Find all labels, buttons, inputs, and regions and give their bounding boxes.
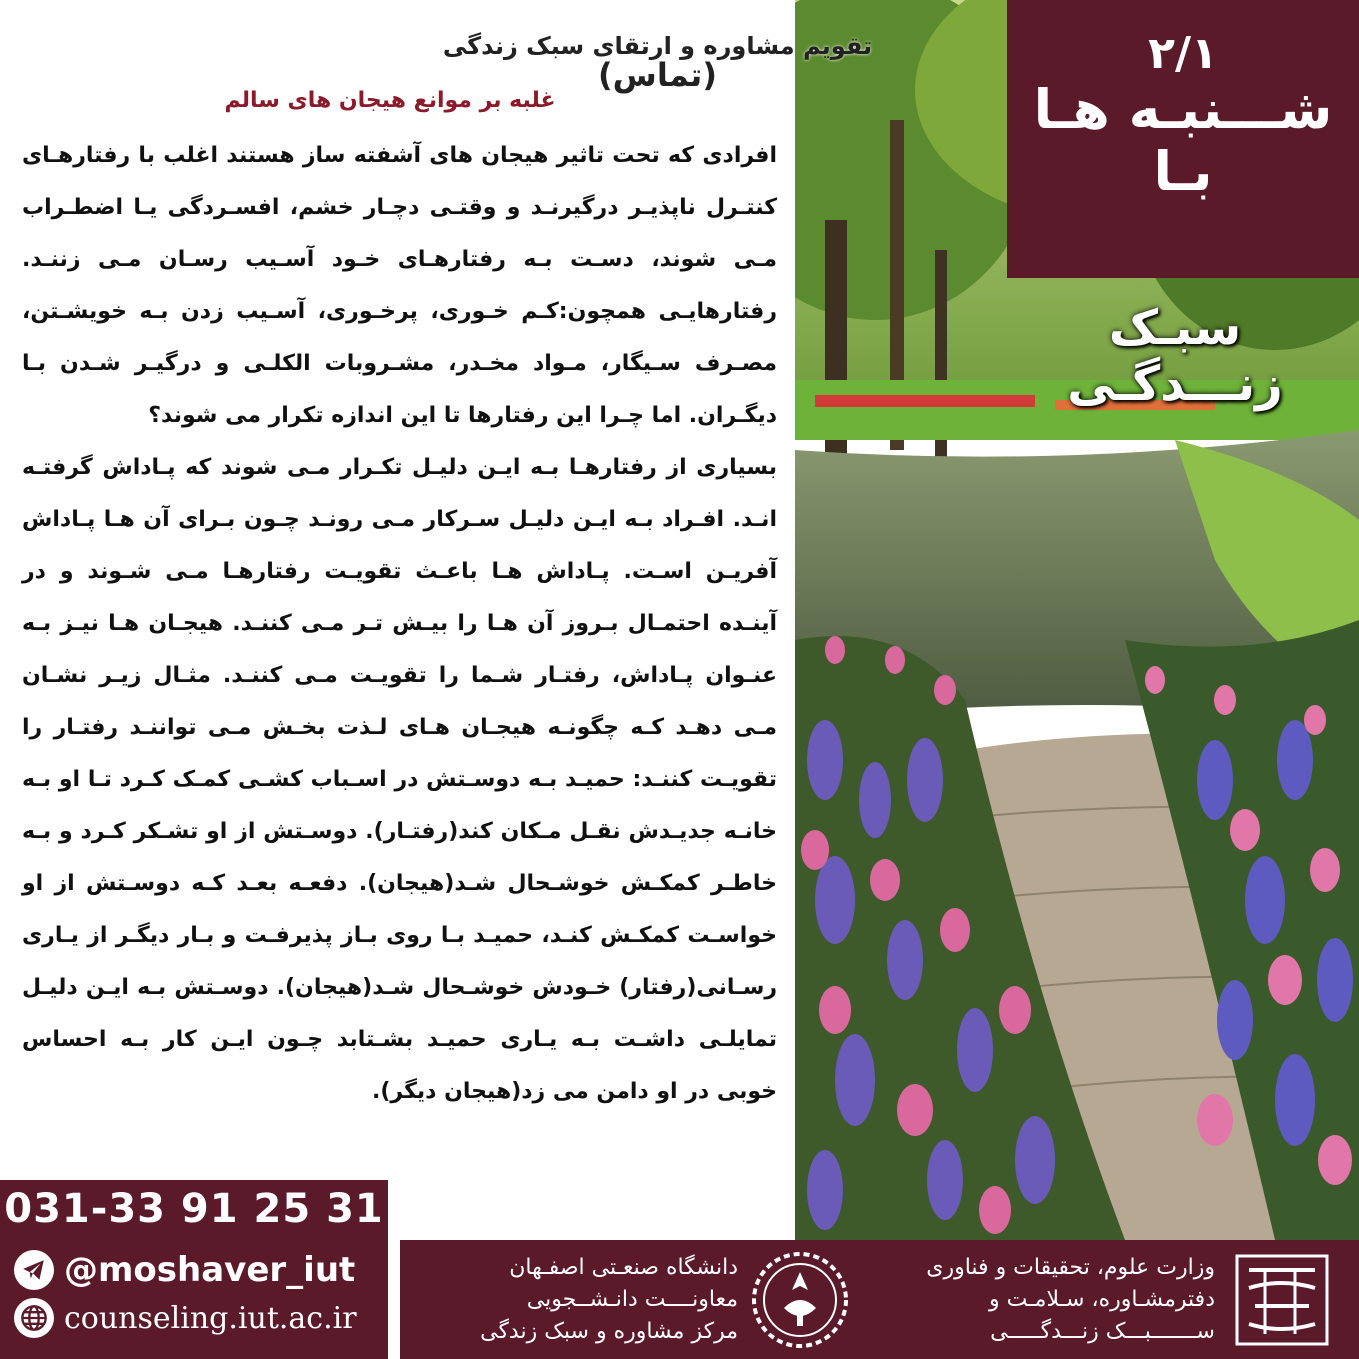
header-calendar-title: تقویم مشاوره و ارتقای سبک زندگی	[442, 32, 873, 60]
iut-line-1: دانشگاه صنعـتی اصفـهان	[509, 1255, 738, 1280]
title-line-lifestyle: سبـک زنـــدگـی	[1067, 300, 1283, 412]
contact-box	[0, 1180, 388, 1359]
phone-number: 031-33 91 25 31	[4, 1186, 384, 1232]
ministry-line-2: دفترمشـاوره، سـلامـت و	[989, 1287, 1215, 1312]
iut-seal-icon	[750, 1250, 850, 1350]
footer-bar	[400, 1240, 1359, 1359]
ministry-text	[870, 1252, 1215, 1348]
iut-line-2: معاونــــت دانـشــجویی	[526, 1287, 738, 1312]
ministry-line-3: ســـــــبـــک زنـــدگـــــی	[990, 1319, 1215, 1344]
article-body	[22, 130, 777, 1118]
title-box	[1007, 0, 1359, 278]
series-number: ۲/۱	[1148, 28, 1218, 79]
globe-icon	[14, 1298, 54, 1338]
website-link[interactable]: counseling.iut.ac.ir	[64, 1300, 357, 1336]
telegram-handle[interactable]: @moshaver_iut	[64, 1250, 356, 1290]
telegram-icon	[14, 1250, 54, 1290]
header-topic: (تماس)	[598, 56, 717, 94]
title-line-with: بـا	[1153, 140, 1213, 203]
paragraph-2: بسیاری از رفتارهـا بـه ایـن دلیـل تکـرار مـی شوند که پـاداش گرفتـه انـد. افـراد بـه ایـن دلیـل سـرکار مـی رونـد چـون بـرای آن هـا پـاداش آفریـن اسـت. پـاداش هـا باعـث تقویـت رفتارهـا مـی شـوند و در آینـده احتمـال بـروز آن هـا را بیـش تـر مـی کننـد. هیجـان هـا نیـز بـه عنـوان پـاداش، رفتـار شـما را تقویـت مـی کننـد. مثـال زیـر نشـان مـی دهـد کـه چگونـه هیجـان هـای لـذت بخـش مـی تواننـد رفتـار را تقویـت کننـد: حمیـد بـه دوسـتش در اسـباب کشـی کمـک کـرد تـا او بـه خانـه جدیـدش نقـل مـکان کند(رفتـار). دوسـتش از او تشـکر کـرد و بـه خاطـر کمکـش خوشـحال شـد(هیجان). دفعـه بعـد کـه دوسـتش از او خواسـت کمکـش کنـد، حمیـد بـا روی بـاز پذیرفـت و بـار دیگـر از یـاری رسـانی(رفتار) خـودش خوشـحال شـد(هیجان). دوسـتش بـه ایـن دلیـل تمایلـی داشـت بـه یـاری حمیـد بشـتابد چـون ایـن کار بـه احساس خوبی در او دامن می زد(هیجان دیگر).	[22, 455, 777, 1104]
page-header	[380, 32, 935, 94]
paragraph-1: افرادی که تحت تاثیر هیجان های آشفته ساز هستند اغلب با رفتارهـای کنتـرل ناپذیـر درگیرنـد و وقتـی دچـار خشم، افسـردگی یـا اضطـراب مـی شوند، دسـت بـه رفتارهـای خـود آسـیب رسـان مـی زننـد. رفتارهایـی همچون:کـم خـوری، پرخـوری، آسـیب زدن بـه خویشـتن، مصـرف سـیگار، مـواد مخـدر، مشـروبات الکلـی و درگیـر شـدن بـا دیگـران. اما چـرا این رفتارها تا این اندازه تکرار می شوند؟	[22, 143, 777, 428]
ministry-line-1: وزارت علوم، تحقیقات و فناوری	[926, 1255, 1215, 1280]
title-line-saturdays: شـــنبـه هـا	[1033, 78, 1333, 141]
iut-text	[418, 1252, 738, 1348]
article-subtitle: غلبه بر موانع هیجان های سالم	[224, 88, 556, 113]
iut-line-3: مرکز مشاوره و سبک زندگی	[480, 1319, 738, 1344]
counseling-logo-icon	[1225, 1250, 1335, 1350]
